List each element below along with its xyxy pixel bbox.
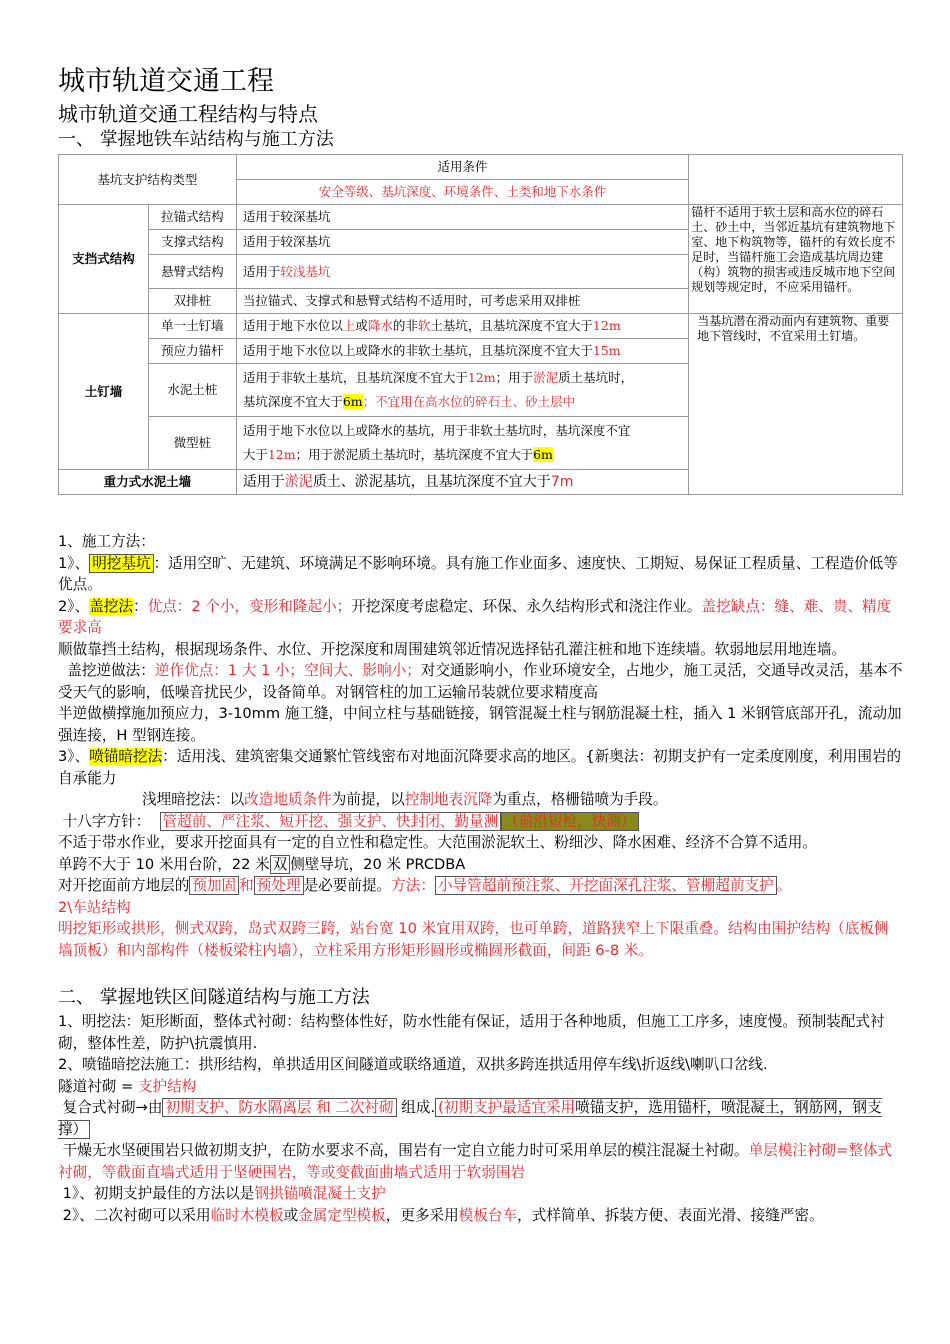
text-line: 复合式衬砌→由 初期支护、防水隔离层 和 二次衬砌 组成. (初期支护最适宜采用喷锚支护，选用锚杆，喷混凝土，钢筋网，钢支撑） bbox=[58, 1099, 882, 1138]
row-name: 支撑式结构 bbox=[148, 230, 236, 255]
text-line: 盖挖逆做法：逆作优点：1 大 1 小；空间大、影响小；对交通影响小，作业环境安全，占地少，施工灵活，交通导改灵活，基本不受天气的影响，低噪音扰民少，设备简单。对钢管柱的加工运输吊装就位要求精度高 bbox=[58, 662, 903, 701]
group-retaining: 支挡式结构 bbox=[59, 205, 149, 314]
text-line: 不适于带水作业，要求开挖面具有一定的自立性和稳定性。大范围淤泥软土、粉细沙、降水困难、经济不合算不适用。 bbox=[58, 834, 817, 851]
section-2-heading: 二、 掌握地铁区间隧道结构与施工方法 bbox=[58, 987, 370, 1008]
row-condition: 适用于非软土基坑，且基坑深度不宜大于12m；用于淤泥质土基坑时， 基坑深度不宜大于6m；不宜用在高水位的碎石土、砂土层中 bbox=[236, 364, 688, 417]
text-line: 2》、盖挖法：优点：2 个小，变形和隆起小；开挖深度考虑稳定、环保、永久结构形式和浇注作业。盖挖缺点：缝、难、贵、精度要求高 bbox=[58, 597, 892, 636]
row-name: 双排桩 bbox=[148, 289, 236, 314]
row-name: 悬臂式结构 bbox=[148, 255, 236, 289]
section-1-heading: 一、 掌握地铁车站结构与施工方法 bbox=[58, 129, 334, 150]
page-subtitle: 城市轨道交通工程结构与特点 bbox=[58, 102, 318, 126]
row-name: 单一土钉墙 bbox=[148, 314, 236, 339]
pit-support-table bbox=[58, 154, 903, 495]
text-line: 顺做靠挡土结构，根据现场条件、水位、开挖深度和周围建筑邻近情况选择钻孔灌注桩和地下连续墙。软弱地层用地连墙。 bbox=[58, 640, 847, 658]
text-line: 干燥无水坚硬围岩只做初期支护，在防水要求不高，围岩有一定自立能力时可采用单层的模注混凝土衬砌。单层模注衬砌=整体式衬砌，等截面直墙式适用于坚硬围岩，等或变截面曲墙式适用于软弱围岩 bbox=[58, 1142, 893, 1181]
row-condition: 适用于较深基坑 bbox=[236, 230, 688, 255]
text-line: 浅埋暗挖法：以改造地质条件为前提，以控制地表沉降为重点，格栅锚喷为手段。 bbox=[142, 791, 668, 808]
text-line: 明挖矩形或拱形，侧式双跨，岛式双跨三跨，站台宽 10 米宜用双跨，也可单跨，道路狭窄上下限重叠。结构由围护结构（底板侧墙顶板）和内部构件（楼板梁柱内墙），立柱采用方形矩形圆形或椭圆形截面，间距 6-8 米。 bbox=[58, 920, 889, 959]
header-type: 基坑支护结构类型 bbox=[59, 155, 237, 205]
table-row bbox=[59, 205, 903, 230]
header-condition-detail: 安全等级、基坑深度、环境条件、土类和地下水条件 bbox=[236, 180, 688, 205]
table-row bbox=[59, 155, 903, 180]
text-line: 1》、 明挖基坑 ：适用空旷、无建筑、环境满足不影响环境。具有施工作业面多、速度快、工期短、易保证工程质量、工程造价低等优点。 bbox=[58, 554, 898, 593]
row-name: 预应力锚杆 bbox=[148, 339, 236, 364]
note-soil-nail: 当基坑潜在滑动面内有建筑物、重要地下管线时，不宜采用土钉墙。 bbox=[689, 314, 903, 495]
text-line: 2\车站结构 bbox=[58, 898, 131, 916]
text-line: 十八字方针： 管超前、严注浆、短开挖、强支护、快封闭、勤量测 （前沿短枪，快测） bbox=[58, 811, 903, 833]
note-anchor: 锚杆不适用于软土层和高水位的碎石土、砂土中，当邻近基坑有建筑物地下室、地下构筑物等，锚杆的有效长度不足时，当锚杆施工会造成基坑周边建（构）筑物的损害或违反城市地下空间规划等规定时，不应采用锚杆。 bbox=[689, 205, 903, 314]
text-line: 半逆做横撑施加预应力，3-10mm 施工缝，中间立柱与基础链接，钢管混凝土柱与钢筋混凝土柱，插入 1 米钢管底部开孔，流动加强连接，H 型钢连接。 bbox=[58, 705, 902, 744]
row-name: 微型桩 bbox=[148, 417, 236, 470]
document-page bbox=[58, 64, 903, 1226]
row-condition: 适用于地下水位以上或降水的基坑，用于非软土基坑时，基坑深度不宜 大于12m；用于淤泥质土基坑时，基坑深度不宜大于6m bbox=[236, 417, 688, 470]
row-condition: 适用于地下水位以上或降水的非软土基坑，且基坑深度不宜大于15m bbox=[236, 339, 688, 364]
row-name: 水泥土桩 bbox=[148, 364, 236, 417]
row-condition: 适用于较深基坑 bbox=[236, 205, 688, 230]
header-condition: 适用条件 bbox=[236, 155, 688, 180]
row-condition: 适用于淤泥质土、淤泥基坑，且基坑深度不宜大于7m bbox=[236, 470, 688, 495]
row-condition: 适用于较浅基坑 bbox=[236, 255, 688, 289]
group-soil-nail: 土钉墙 bbox=[59, 314, 149, 470]
row-condition: 适用于地下水位以上或降水的非软土基坑，且基坑深度不宜大于12m bbox=[236, 314, 688, 339]
text-line: 单跨不大于 10 米用台阶，22 米 双 侧壁导坑，20 米 PRCDBA bbox=[58, 855, 466, 873]
text-line: 隧道衬砌 = 支护结构 bbox=[58, 1077, 197, 1095]
text-line: 2、喷锚暗挖法施工：拱形结构，单拱适用区间隧道或联络通道，双拱多跨连拱适用停车线\折返线\喇叭口岔线. bbox=[58, 1056, 768, 1073]
section-2 bbox=[58, 985, 903, 1226]
row-name: 拉锚式结构 bbox=[148, 205, 236, 230]
table-row bbox=[59, 314, 903, 339]
text-line: 对开挖面前方地层的 预加固 和 预处理 是必要前提。方法： 小导管超前预注浆、开挖面深孔注浆、管棚超前支护 。 bbox=[58, 877, 792, 894]
text-line: 1、明挖法：矩形断面，整体式衬砌：结构整体性好，防水性能有保证，适用于各种地质，但施工工序多，速度慢。预制装配式衬砌，整体性差，防护\抗震慎用. bbox=[58, 1013, 885, 1052]
note-blank bbox=[689, 155, 903, 205]
text-line: 1、施工方法： bbox=[58, 533, 155, 550]
row-condition: 当拉锚式、支撑式和悬臂式结构不适用时，可考虑采用双排桩 bbox=[236, 289, 688, 314]
group-gravity: 重力式水泥土墙 bbox=[59, 470, 237, 495]
text-line: 1》、初期支护最佳的方法以是钢拱锚喷混凝土支护 bbox=[62, 1185, 386, 1202]
page-title: 城市轨道交通工程 bbox=[58, 66, 274, 97]
construction-methods bbox=[58, 531, 903, 1226]
text-line: 3》、喷锚暗挖法：适用浅、建筑密集交通繁忙管线密布对地面沉降要求高的地区。{新奥法：初期支护有一定柔度刚度，利用围岩的自承能力 bbox=[58, 748, 902, 787]
text-line: 2》、二次衬砌可以采用临时木模板或金属定型模板，更多采用模板台车，式样简单、拆装方便、表面光滑、接缝严密。 bbox=[62, 1206, 824, 1224]
